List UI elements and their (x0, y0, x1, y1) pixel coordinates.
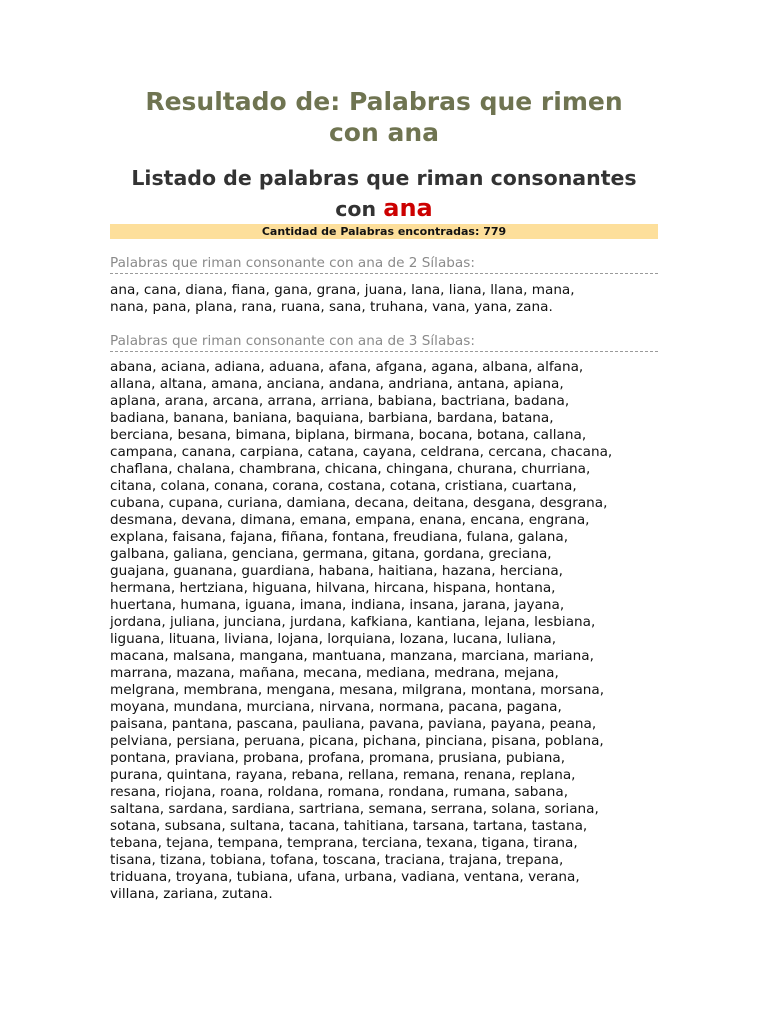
word-list-line: berciana, besana, bimana, biplana, birmana, bocana, botana, callana, (110, 427, 587, 443)
section-divider (110, 273, 658, 274)
word-list-line: nana, pana, plana, rana, ruana, sana, truhana, vana, yana, zana. (110, 299, 553, 315)
page-title-line-1: Resultado de: Palabras que rimen (145, 87, 623, 116)
word-list-line: guajana, guanana, guardiana, habana, haitiana, hazana, herciana, (110, 563, 563, 579)
word-list-line: campana, canana, carpiana, catana, cayana, celdrana, cercana, chacana, (110, 444, 613, 460)
word-list-line: citana, colana, conana, corana, costana, cotana, cristiana, cuartana, (110, 478, 577, 494)
word-list-line: marrana, mazana, mañana, mecana, mediana, medrana, mejana, (110, 665, 559, 681)
word-list-line: aplana, arana, arcana, arrana, arriana, babiana, bactriana, badana, (110, 393, 570, 409)
section-header-3-syllables: Palabras que riman consonante con ana de 3 Sílabas: (110, 333, 475, 349)
word-list-line: ana, cana, diana, fiana, gana, grana, juana, lana, liana, llana, mana, (110, 282, 575, 298)
word-list-line: liguana, lituana, liviana, lojana, lorquiana, lozana, lucana, luliana, (110, 631, 557, 647)
word-list-line: tebana, tejana, tempana, temprana, terciana, texana, tigana, tirana, (110, 835, 578, 851)
word-list-line: desmana, devana, dimana, emana, empana, enana, encana, engrana, (110, 512, 590, 528)
word-list-line: explana, faisana, fajana, fiñana, fontana, freudiana, fulana, galana, (110, 529, 569, 545)
page-title-line-2: con ana (328, 118, 440, 147)
word-list-line: chaflana, chalana, chambrana, chicana, chingana, churana, churriana, (110, 461, 591, 477)
word-list-line: purana, quintana, rayana, rebana, rellana, remana, renana, replana, (110, 767, 576, 783)
section-divider (110, 351, 658, 352)
section-header-2-syllables: Palabras que riman consonante con ana de 2 Sílabas: (110, 255, 475, 271)
word-list-line: macana, malsana, mangana, mantuana, manzana, marciana, mariana, (110, 648, 594, 664)
word-list-3-syllables (110, 359, 662, 903)
word-list-line: badiana, banana, baniana, baquiana, barbiana, bardana, batana, (110, 410, 554, 426)
word-list-line: jordana, juliana, junciana, jurdana, kafkiana, kantiana, lejana, lesbiana, (110, 614, 596, 630)
word-list-line: sotana, subsana, sultana, tacana, tahitiana, tarsana, tartana, tastana, (110, 818, 588, 834)
word-list-line: cubana, cupana, curiana, damiana, decana, deitana, desgana, desgrana, (110, 495, 608, 511)
word-list-line: pontana, praviana, probana, profana, promana, prusiana, pubiana, (110, 750, 566, 766)
word-count-bar: Cantidad de Palabras encontradas: 779 (110, 224, 658, 239)
word-list-line: moyana, mundana, murciana, nirvana, normana, pacana, pagana, (110, 699, 562, 715)
word-list-line: villana, zariana, zutana. (110, 886, 273, 902)
word-list-2-syllables (110, 282, 662, 316)
word-list-line: abana, aciana, adiana, aduana, afana, afgana, agana, albana, alfana, (110, 359, 584, 375)
word-list-line: pelviana, persiana, peruana, picana, pichana, pinciana, pisana, poblana, (110, 733, 604, 749)
page-title (110, 86, 658, 148)
word-list-line: resana, riojana, roana, roldana, romana, rondana, rumana, sabana, (110, 784, 569, 800)
word-list-line: hermana, hertziana, higuana, hilvana, hircana, hispana, hontana, (110, 580, 556, 596)
word-list-line: tisana, tizana, tobiana, tofana, toscana, traciana, trajana, trepana, (110, 852, 564, 868)
word-list-line: allana, altana, amana, anciana, andana, andriana, antana, apiana, (110, 376, 564, 392)
word-list-line: saltana, sardana, sardiana, sartriana, semana, serrana, solana, soriana, (110, 801, 599, 817)
word-list-line: triduana, troyana, tubiana, ufana, urbana, vadiana, ventana, verana, (110, 869, 580, 885)
subtitle-line-1: Listado de palabras que riman consonantes (131, 166, 637, 190)
word-list-line: galbana, galiana, genciana, germana, gitana, gordana, greciana, (110, 546, 552, 562)
word-list-line: paisana, pantana, pascana, pauliana, pavana, paviana, payana, peana, (110, 716, 597, 732)
word-list-line: huertana, humana, iguana, imana, indiana, insana, jarana, jayana, (110, 597, 565, 613)
subtitle-keyword: ana (383, 194, 433, 222)
list-subtitle (110, 163, 658, 224)
word-list-line: melgrana, membrana, mengana, mesana, milgrana, montana, morsana, (110, 682, 605, 698)
subtitle-prefix: con (335, 197, 377, 221)
